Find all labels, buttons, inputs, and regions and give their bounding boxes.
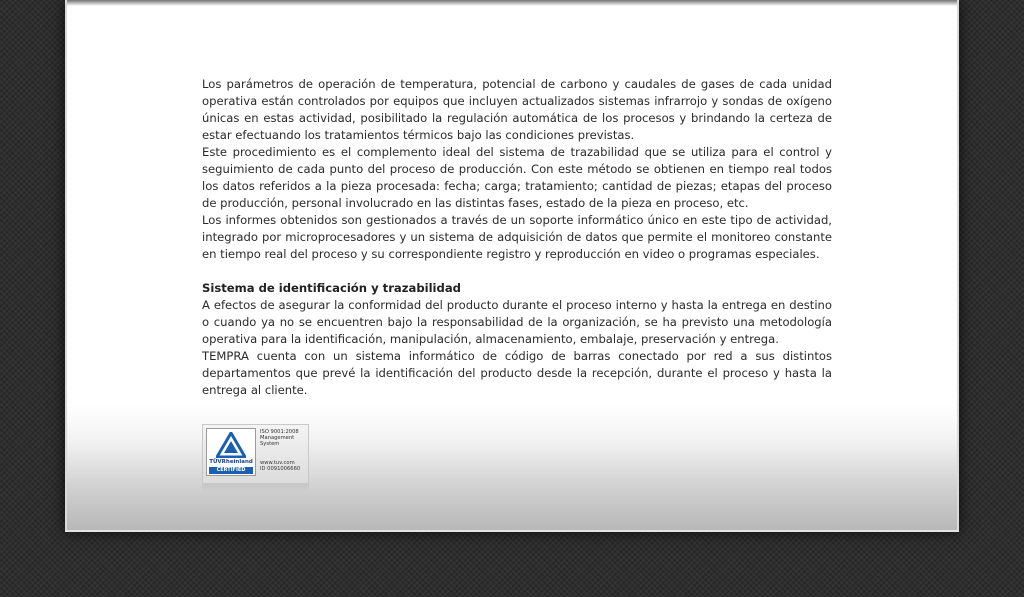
tuv-brand-text: TÜVRheinland xyxy=(209,459,253,465)
tuv-certification-badge xyxy=(202,424,309,484)
paragraph-tempra: TEMPRA cuenta con un sistema informático de código de barras conectado por red a sus distintos departamentos que prevé la identificación del producto desde la recepción, durante el proceso y hasta la entrega al cliente. xyxy=(202,349,832,397)
tuv-triangle-logo-icon xyxy=(216,432,246,458)
tuv-logo xyxy=(206,428,256,476)
article-body xyxy=(202,76,832,399)
paragraph-informes: Los informes obtenidos son gestionados a través de un soporte informático único en este tipo de actividad, integrado por microprocesadores y un sistema de adquisición de datos que permite el monitoreo constante en tiempo real del proceso y su correspondiente registro y reproducción en video o programas especiales. xyxy=(202,213,832,261)
system-line-1: Management xyxy=(260,435,295,441)
section-heading: Sistema de identificación y trazabilidad xyxy=(202,281,461,295)
badge-info xyxy=(260,429,308,472)
panel-top-shadow xyxy=(67,0,957,6)
paragraph-procedimiento: Este procedimiento es el complemento ideal del sistema de trazabilidad que se utiliza para el control y seguimiento de cada punto del proceso de producción. Con este método se obtienen en tiempo real todos los datos referidos a la pieza procesada: fecha; carga; tratamiento; cantidad de piezas; etapas del proceso de producción, personal involucrado en las distintas fases, estado de la pieza en proceso, etc. xyxy=(202,145,832,210)
content-panel xyxy=(65,0,959,532)
badge-website: www.tuv.com xyxy=(260,460,295,466)
paragraph-conformidad: A efectos de asegurar la conformidad del producto durante el proceso interno y hasta la entrega en destino o cuando ya no se encuentren bajo la responsabilidad de la organización, se ha previsto una metodología operativa para la identificación, manipulación, almacenamiento, embalaje, preservación y entrega. xyxy=(202,298,832,346)
certified-label: CERTIFIED xyxy=(209,467,253,474)
paragraph-spacer xyxy=(202,263,832,280)
paragraph-parametros: Los parámetros de operación de temperatura, potencial de carbono y caudales de gases de cada unidad operativa están controlados por equipos que incluyen actualizados sistemas infrarrojo y sondas de oxígeno únicas en estas actividad, posibilitado la regulación automática de los procesos y brindando la certeza de estar efectuando los tratamientos térmicos bajo las condiciones previstas. xyxy=(202,77,832,142)
system-line-2: System xyxy=(260,441,280,447)
iso-standard: ISO 9001:2008 xyxy=(260,429,299,435)
badge-id: ID 0091006660 xyxy=(260,466,301,472)
badge-reflection xyxy=(202,484,309,492)
